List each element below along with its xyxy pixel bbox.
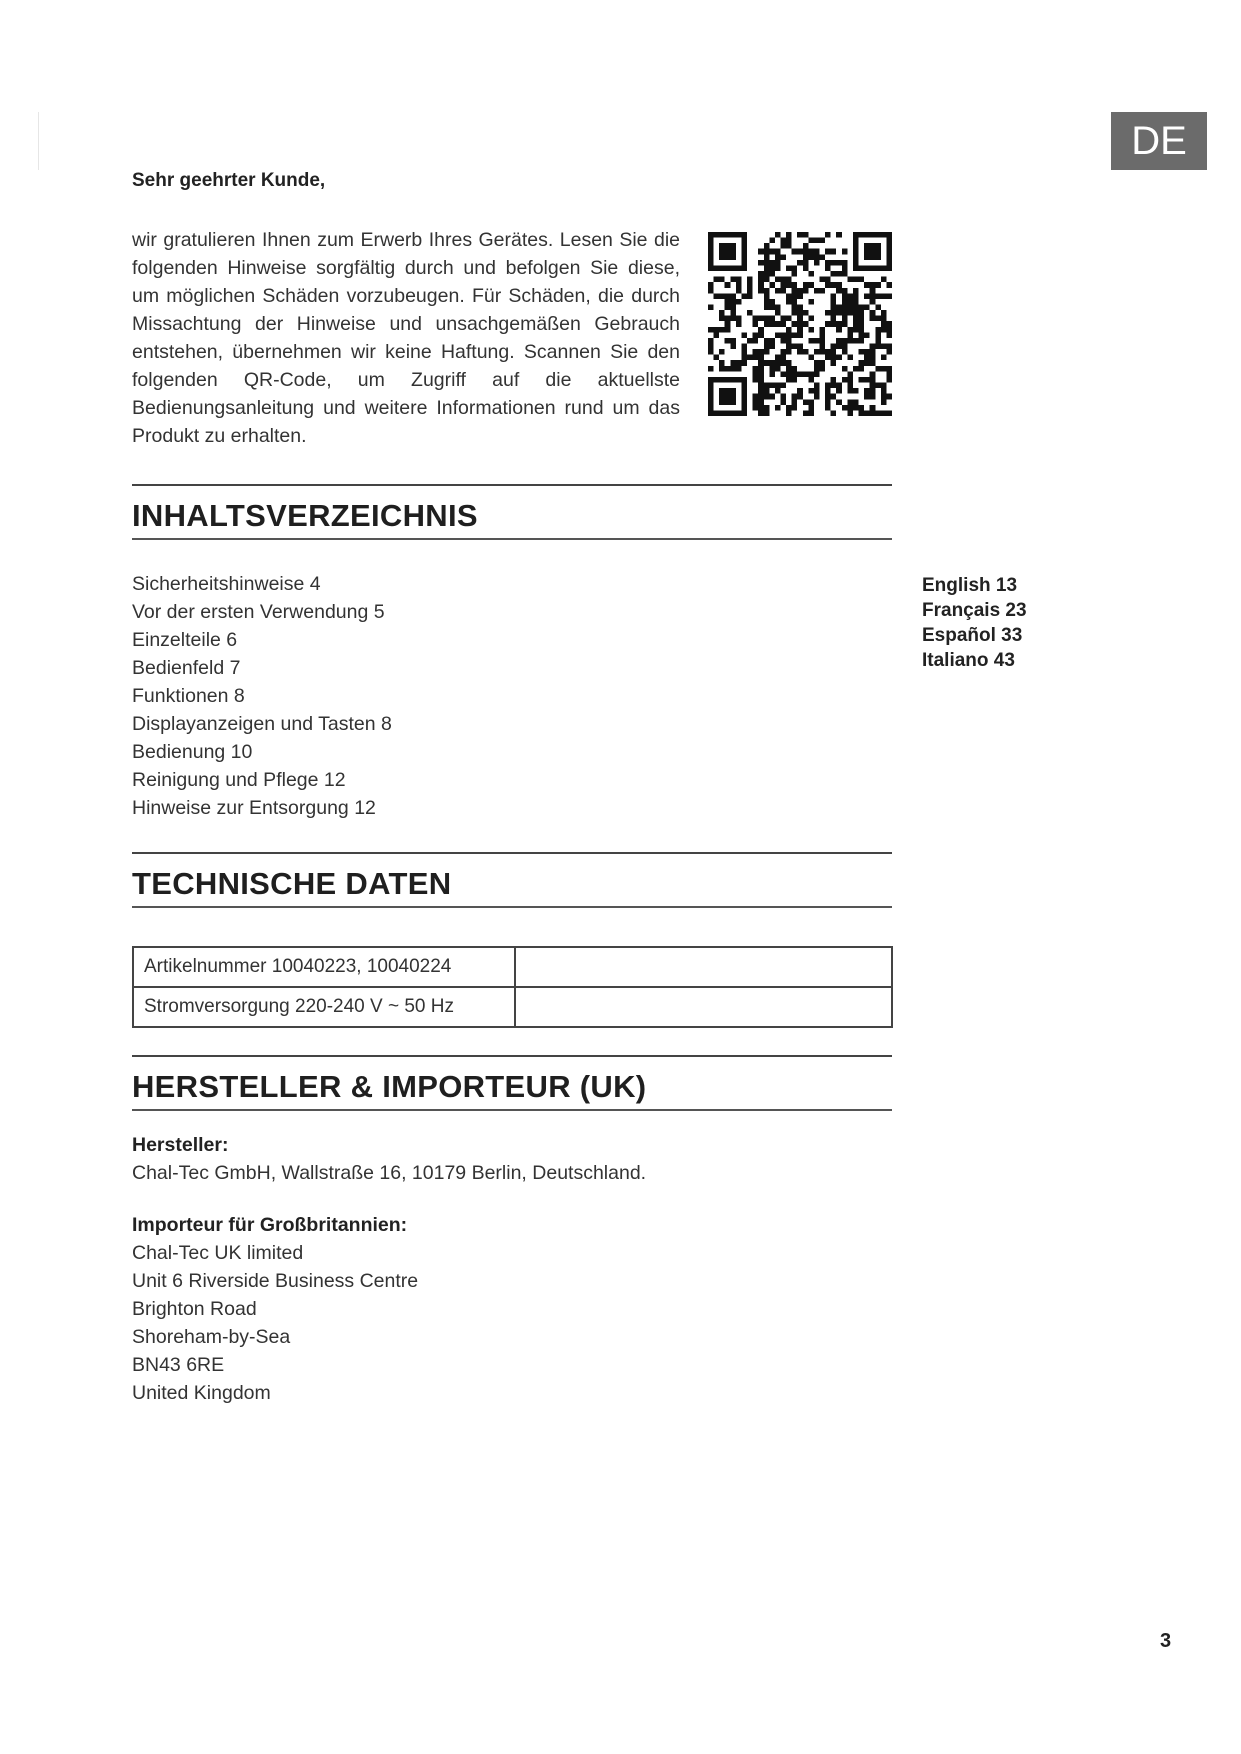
toc-item[interactable]: Bedienfeld 7 bbox=[132, 657, 241, 679]
importer-address-line: BN43 6RE bbox=[132, 1354, 225, 1376]
toc-section bbox=[132, 484, 892, 540]
language-link-english[interactable]: English 13 bbox=[922, 575, 1018, 596]
importer-address-line: Chal-Tec UK limited bbox=[132, 1242, 304, 1264]
toc-list bbox=[132, 570, 392, 822]
toc-item[interactable]: Bedienung 10 bbox=[132, 741, 253, 763]
table-cell: Stromversorgung 220-240 V ~ 50 Hz bbox=[133, 987, 515, 1027]
intro-paragraph: wir gratulieren Ihnen zum Erwerb Ihres Gerätes. Lesen Sie die folgenden Hinweise sorgfältig durch und befolgen Sie diese, um möglichen Schäden vorzubeugen. Für Schäden, die durch Missachtung der Hinweise und unsachgemäßen Gebrauch entstehen, übernehmen wir keine Haftung. Scannen Sie den folgenden QR-Code, um Zugriff auf die aktuellste Bedienungsanleitung und weitere Informationen rund um das Produkt zu erhalten. bbox=[132, 229, 680, 447]
language-link-spanish[interactable]: Español 33 bbox=[922, 625, 1023, 646]
table-row bbox=[133, 987, 892, 1027]
table-cell bbox=[515, 947, 892, 987]
language-link-french[interactable]: Français 23 bbox=[922, 600, 1027, 621]
toc-item[interactable]: Einzelteile 6 bbox=[132, 629, 238, 651]
toc-item[interactable]: Displayanzeigen und Tasten 8 bbox=[132, 713, 392, 735]
manufacturer-section bbox=[132, 1055, 892, 1111]
toc-item[interactable]: Hinweise zur Entsorgung 12 bbox=[132, 797, 376, 819]
table-cell bbox=[515, 987, 892, 1027]
table-row bbox=[133, 947, 892, 987]
importer-block bbox=[132, 1211, 418, 1407]
toc-item[interactable]: Funktionen 8 bbox=[132, 685, 245, 707]
table-cell: Artikelnummer 10040223, 10040224 bbox=[133, 947, 515, 987]
maker-label: Hersteller: bbox=[132, 1134, 229, 1156]
maker-address: Chal-Tec GmbH, Wallstraße 16, 10179 Berlin, Deutschland. bbox=[132, 1162, 647, 1184]
importer-address-line: Shoreham-by-Sea bbox=[132, 1326, 291, 1348]
toc-item[interactable]: Sicherheitshinweise 4 bbox=[132, 573, 321, 595]
specs-table bbox=[132, 946, 893, 1028]
importer-address-line: Brighton Road bbox=[132, 1298, 257, 1320]
specs-title: TECHNISCHE DATEN bbox=[132, 854, 892, 908]
toc-title: INHALTSVERZEICHNIS bbox=[132, 486, 892, 540]
qr-code-icon[interactable] bbox=[708, 232, 892, 416]
importer-address-line: Unit 6 Riverside Business Centre bbox=[132, 1270, 419, 1292]
toc-item[interactable]: Reinigung und Pflege 12 bbox=[132, 769, 346, 791]
language-list bbox=[922, 573, 1027, 673]
greeting: Sehr geehrter Kunde, bbox=[132, 170, 326, 191]
language-link-italian[interactable]: Italiano 43 bbox=[922, 650, 1015, 671]
language-badge: DE bbox=[1111, 112, 1207, 170]
manufacturer-title: HERSTELLER & IMPORTEUR (UK) bbox=[132, 1057, 892, 1111]
importer-address-line: United Kingdom bbox=[132, 1382, 271, 1404]
toc-item[interactable]: Vor der ersten Verwendung 5 bbox=[132, 601, 385, 623]
margin-rule bbox=[38, 112, 39, 170]
specs-section bbox=[132, 852, 892, 908]
page-number: 3 bbox=[1160, 1630, 1172, 1652]
importer-label: Importeur für Großbritannien: bbox=[132, 1214, 408, 1236]
maker-block bbox=[132, 1131, 646, 1187]
